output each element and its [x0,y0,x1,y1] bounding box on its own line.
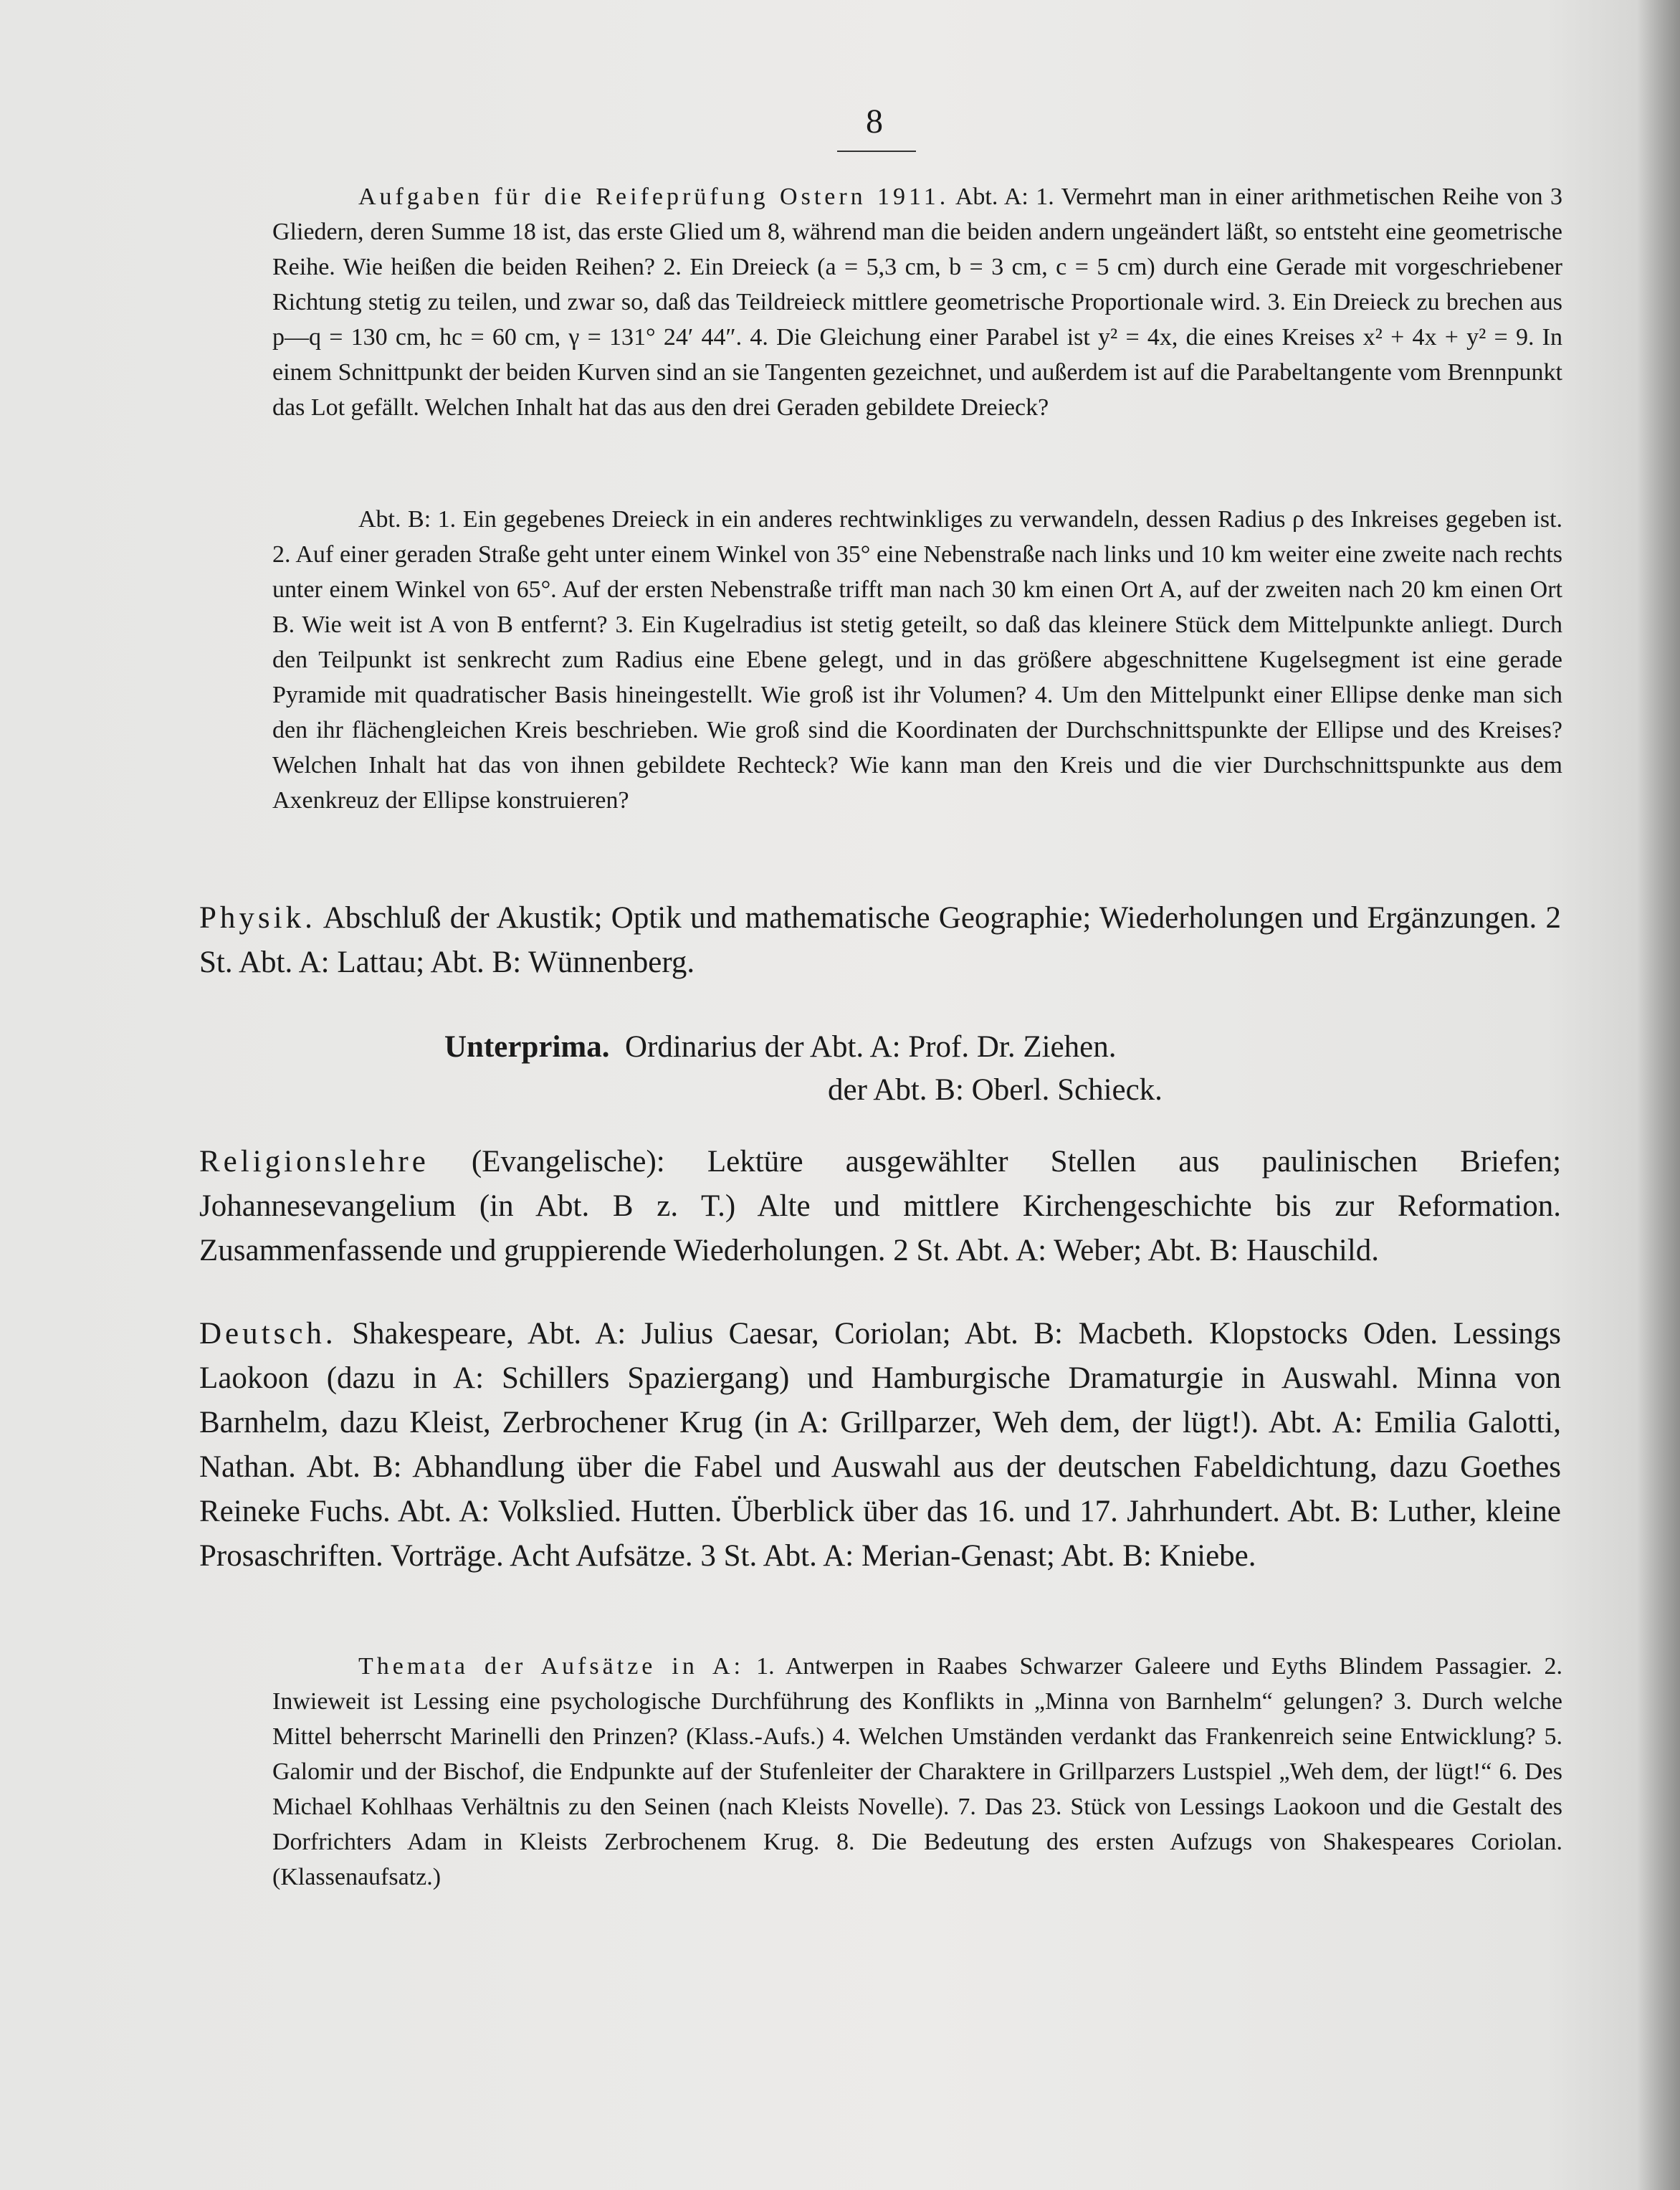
unterprima-ordinarius-a: Ordinarius der Abt. A: Prof. Dr. Ziehen. [624,1030,1117,1064]
page-shadow-edge [1637,0,1680,2190]
unterprima-heading [444,1025,1117,1070]
unterprima-ordinarius-b: der Abt. B: Oberl. Schieck. [828,1073,1163,1107]
deutsch-paragraph [199,1312,1561,1579]
exam-abt-a-paragraph [272,179,1562,425]
themata-paragraph [272,1649,1562,1895]
deutsch-text: Shakespeare, Abt. A: Julius Caesar, Coriolan; Abt. B: Macbeth. Klopstocks Oden. Lessings Laokoon (dazu in A: Schillers Spaziergang) und Hamburgische Dramaturgie in Auswahl. Minna von Barnhelm, dazu Kleist, Zerbrochener Krug (in A: Grillparzer, Weh dem, der lügt!). Abt. A: Emilia Galotti, Nathan. Abt. B: Abhandlung über die Fabel und Auswahl aus der deutschen Fabeldichtung, dazu Goethes Reineke Fuchs. Abt. A: Volkslied. Hutten. Überblick über das 16. und 17. Jahrhundert. Abt. B: Luther, kleine Prosaschriften. Vorträge. Acht Aufsätze. 3 St. Abt. A: Merian-Genast; Abt. B: Kniebe. [199,1317,1561,1573]
page-number-rule [837,151,916,152]
exam-abt-b-text: 1. Ein gegebenes Dreieck in ein anderes rechtwinkliges zu verwandeln, dessen Radius ρ des Inkreises gegeben ist. 2. Auf einer geraden Straße geht unter einem Winkel von 35° eine Nebenstraße nach links und 10 km weiter eine zweite nach rechts unter einem Winkel von 65°. Auf der ersten Nebenstraße trifft man nach 30 km einen Ort A, auf der zweiten nach 20 km einen Ort B. Wie weit ist A von B entfernt? 3. Ein Kugelradius ist stetig geteilt, so daß das kleinere Stück dem Mittelpunkte anliegt. Durch den Teilpunkt ist senkrecht zum Radius eine Ebene gelegt, und in das größere abgeschnittene Kugelsegment ist eine gerade Pyramide mit quadratischer Basis hineingestellt. Wie groß ist ihr Volumen? 4. Um den Mittelpunkt einer Ellipse denke man sich den ihr flächengleichen Kreis beschrieben. Wie groß sind die Koordinaten der Durchschnittspunkte der Ellipse und des Kreises? Welchen Inhalt hat das von ihnen gebildete Rechteck? Wie kann man den Kreis und die vier Durchschnittspunkte aus dem Axenkreuz der Ellipse konstruieren? [272,506,1563,814]
religion-text: (Evangelische): Lektüre ausgewählter Stellen aus paulinischen Briefen; Johannesevangelium (in Abt. B z. T.) Alte und mittlere Kirchengeschichte bis zur Reformation. Zusammenfassende und gruppierende Wiederholungen. 2 St. Abt. A: Weber; Abt. B: Hauschild. [199,1145,1562,1267]
themata-label: Themata der Aufsätze in A: [358,1653,745,1680]
exam-abt-b-label: Abt. B: [358,506,431,533]
physik-text: Abschluß der Akustik; Optik und mathematische Geographie; Wiederholungen und Ergänzungen. 2 St. Abt. A: Lattau; Abt. B: Wünnenberg. [199,901,1561,979]
exam-abt-a-text: 1. Vermehrt man in einer arithmetischen Reihe von 3 Gliedern, deren Summe 18 ist, das erste Glied um 8, während man die beiden andern ungeändert läßt, so entsteht eine geometrische Reihe. Wie heißen die beiden Reihen? 2. Ein Dreieck (a = 5,3 cm, b = 3 cm, c = 5 cm) durch eine Gerade mit vorgeschriebener Richtung stetig zu teilen, und zwar so, daß das Teildreieck mittlere geometrische Proportionale wird. 3. Ein Dreieck zu brechen aus p—q = 130 cm, hc = 60 cm, γ = 131° 24′ 44″. 4. Die Gleichung einer Parabel ist y² = 4x, die eines Kreises x² + 4x + y² = 9. In einem Schnittpunkt der beiden Kurven sind an sie Tangenten gezeichnet, und außerdem ist auf die Parabeltangente vom Brennpunkt das Lot gefällt. Welchen Inhalt hat das aus den drei Geraden gebildete Dreieck? [272,184,1563,421]
physik-paragraph [199,896,1561,985]
deutsch-label: Deutsch. [199,1317,337,1351]
exam-abt-b-paragraph [272,502,1562,818]
religion-label: Religionslehre [199,1145,429,1179]
themata-text: 1. Antwerpen in Raabes Schwarzer Galeere und Eyths Blindem Passagier. 2. Inwieweit ist Lessing eine psychologische Durchführung des Konflikts in „Minna von Barnhelm“ gelungen? 3. Durch welche Mittel beherrscht Marinelli den Prinzen? (Klass.-Aufs.) 4. Welchen Umständen verdankt das Frankenreich seine Entwicklung? 5. Galomir und der Bischof, die Endpunkte auf der Stufenleiter der Charaktere in Grillparzers Lustspiel „Weh dem, der lügt!“ 6. Des Michael Kohlhaas Verhältnis zu den Seinen (nach Kleists Novelle). 7. Das 23. Stück von Lessings Laokoon und die Gestalt des Dorfrichters Adam in Kleists Zerbrochenem Krug. 8. Die Bedeutung des ersten Aufzugs von Shakespeares Coriolan. (Klassenaufsatz.) [272,1653,1563,1890]
unterprima-title: Unterprima. [444,1030,610,1064]
exam-label: Aufgaben für die Reifeprüfung Ostern 1911. [358,184,950,210]
physik-label: Physik. [199,901,316,935]
exam-abt-a-label: Abt. A: [955,184,1028,210]
religion-paragraph [199,1140,1561,1273]
page-number: 8 [866,103,883,141]
